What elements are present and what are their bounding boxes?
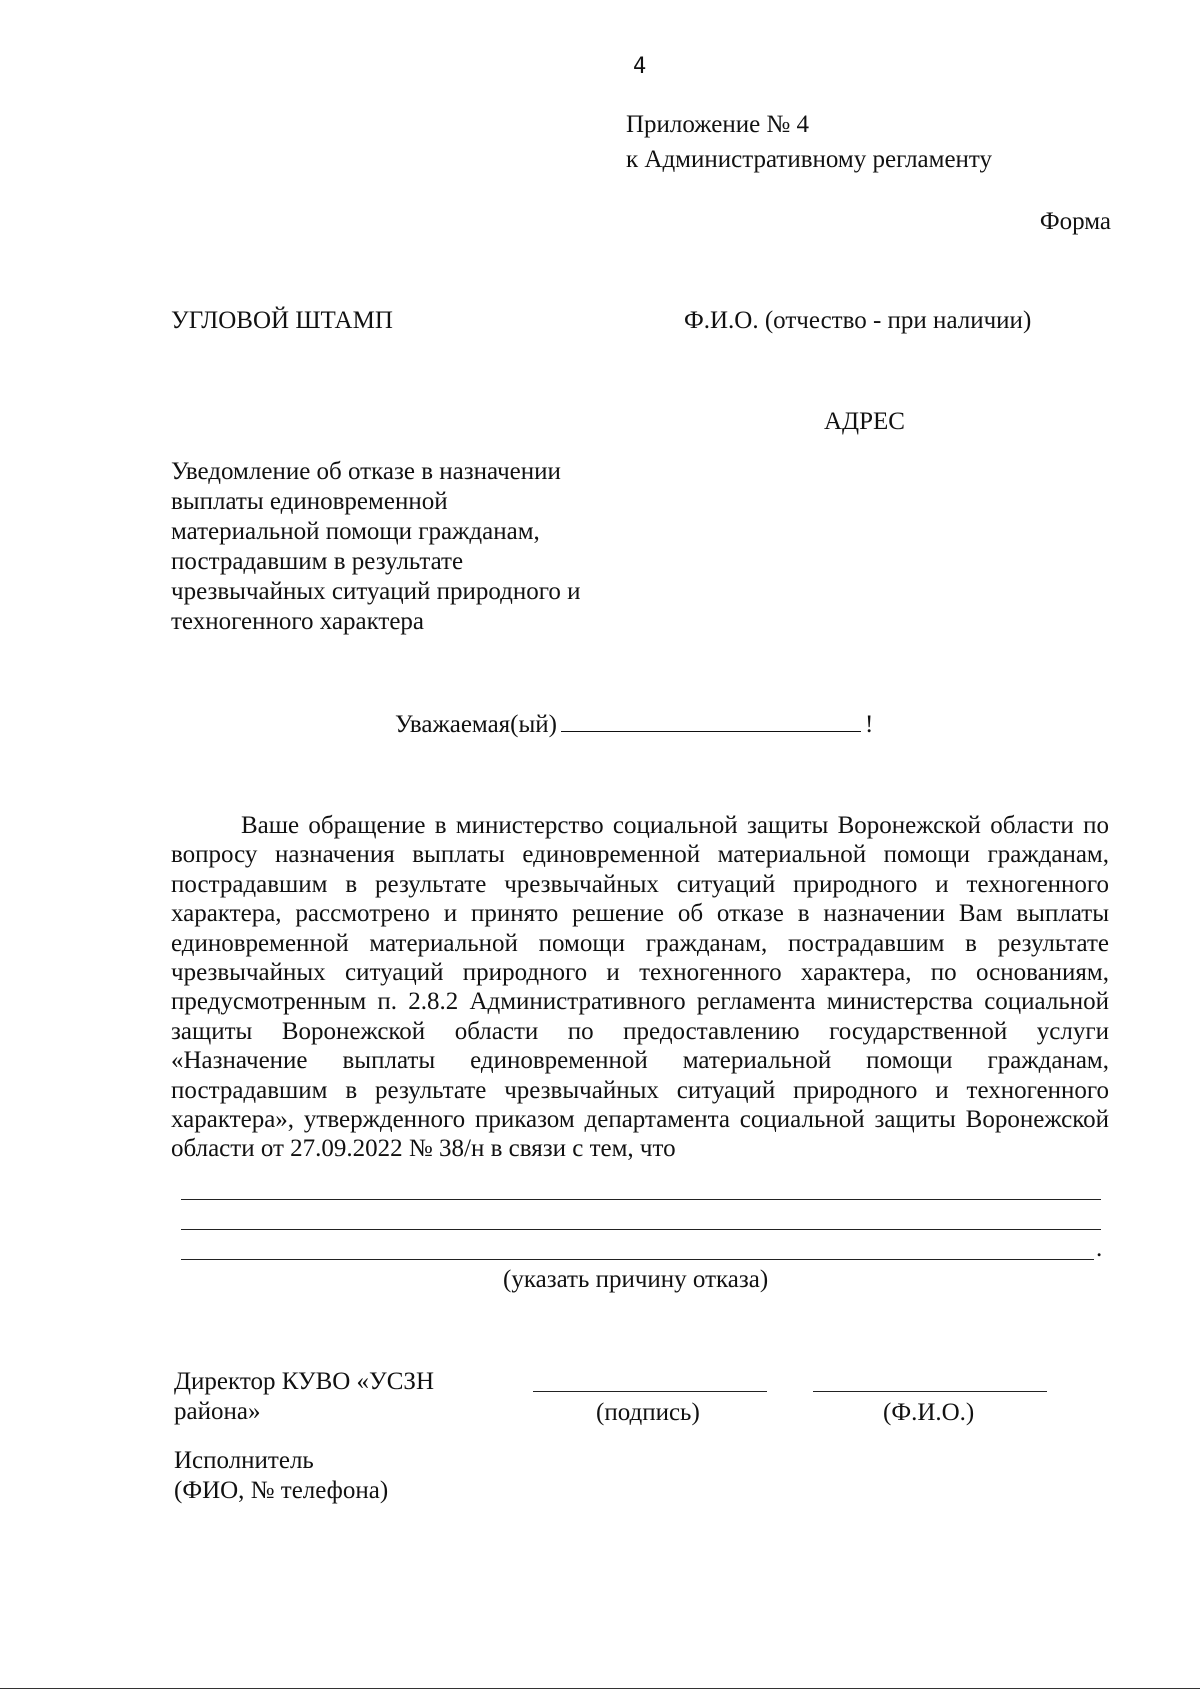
salutation-prefix: Уважаемая(ый) <box>395 711 557 738</box>
notice-body <box>171 811 1109 1164</box>
notice-subject <box>171 457 641 637</box>
reason-field-line-1[interactable] <box>181 1199 1101 1200</box>
subject-line: выплаты единовременной <box>171 488 448 515</box>
director-position-line: Директор КУВО «УСЗН <box>174 1368 434 1395</box>
form-label: Форма <box>1039 208 1111 235</box>
page-number: 4 <box>633 54 647 79</box>
recipient-address-placeholder: АДРЕС <box>824 408 905 435</box>
reason-caption: (указать причину отказа) <box>503 1266 769 1293</box>
executor-label: Исполнитель <box>174 1447 314 1474</box>
executor-contact: (ФИО, № телефона) <box>174 1477 389 1504</box>
page-bottom-rule <box>0 1688 1200 1689</box>
appendix-title: Приложение № 4 <box>626 111 810 138</box>
signature-caption: (подпись) <box>596 1399 700 1426</box>
subject-line: техногенного характера <box>171 608 425 635</box>
subject-line: чрезвычайных ситуаций природного и <box>171 578 581 605</box>
body-paragraph: Ваше обращение в министерство социальной защиты Воронежской области по вопросу назначения выплаты единовременной материальной помощи гражданам, пострадавшим в результате чрезвычайных ситуаций природного и техногенного характера, рассмотрено и принято решение об отказе в назначении Вам выплаты единовременной материальной помощи гражданам, пострадавшим в результате чрезвычайных ситуаций природного и техногенного характера, по основаниям, предусмотренным п. 2.8.2 Административного регламента министерства социальной защиты Воронежской области по предоставлению государственной услуги «Назначение выплаты единовременной материальной помощи гражданам, пострадавшим в результате чрезвычайных ситуаций природного и техногенного характера», утвержденного приказом департамента социальной защиты Воронежской области от 27.09.2022 № 38/н в связи с тем, что <box>171 812 1109 1163</box>
salutation-exclamation: ! <box>865 711 874 738</box>
fio-caption: (Ф.И.О.) <box>883 1399 975 1426</box>
reason-end-mark: . <box>1096 1235 1103 1262</box>
recipient-fio-placeholder: Ф.И.О. (отчество - при наличии) <box>684 307 1032 334</box>
subject-line: пострадавшим в результате <box>171 548 464 575</box>
reason-field-line-2[interactable] <box>181 1229 1101 1230</box>
executor-block <box>174 1446 388 1506</box>
subject-line: Уведомление об отказе в назначении <box>171 458 561 485</box>
signature-field[interactable] <box>533 1391 767 1392</box>
reason-field-line-3[interactable] <box>181 1259 1094 1260</box>
addressee-name-field[interactable] <box>561 711 861 732</box>
subject-line: материальной помощи гражданам, <box>171 518 540 545</box>
corner-stamp-label: УГЛОВОЙ ШТАМП <box>171 307 393 334</box>
director-position <box>174 1367 434 1427</box>
salutation <box>395 710 873 740</box>
director-position-line: района» <box>174 1398 261 1425</box>
appendix-reference: к Административному регламенту <box>626 146 993 173</box>
fio-field[interactable] <box>813 1391 1047 1392</box>
